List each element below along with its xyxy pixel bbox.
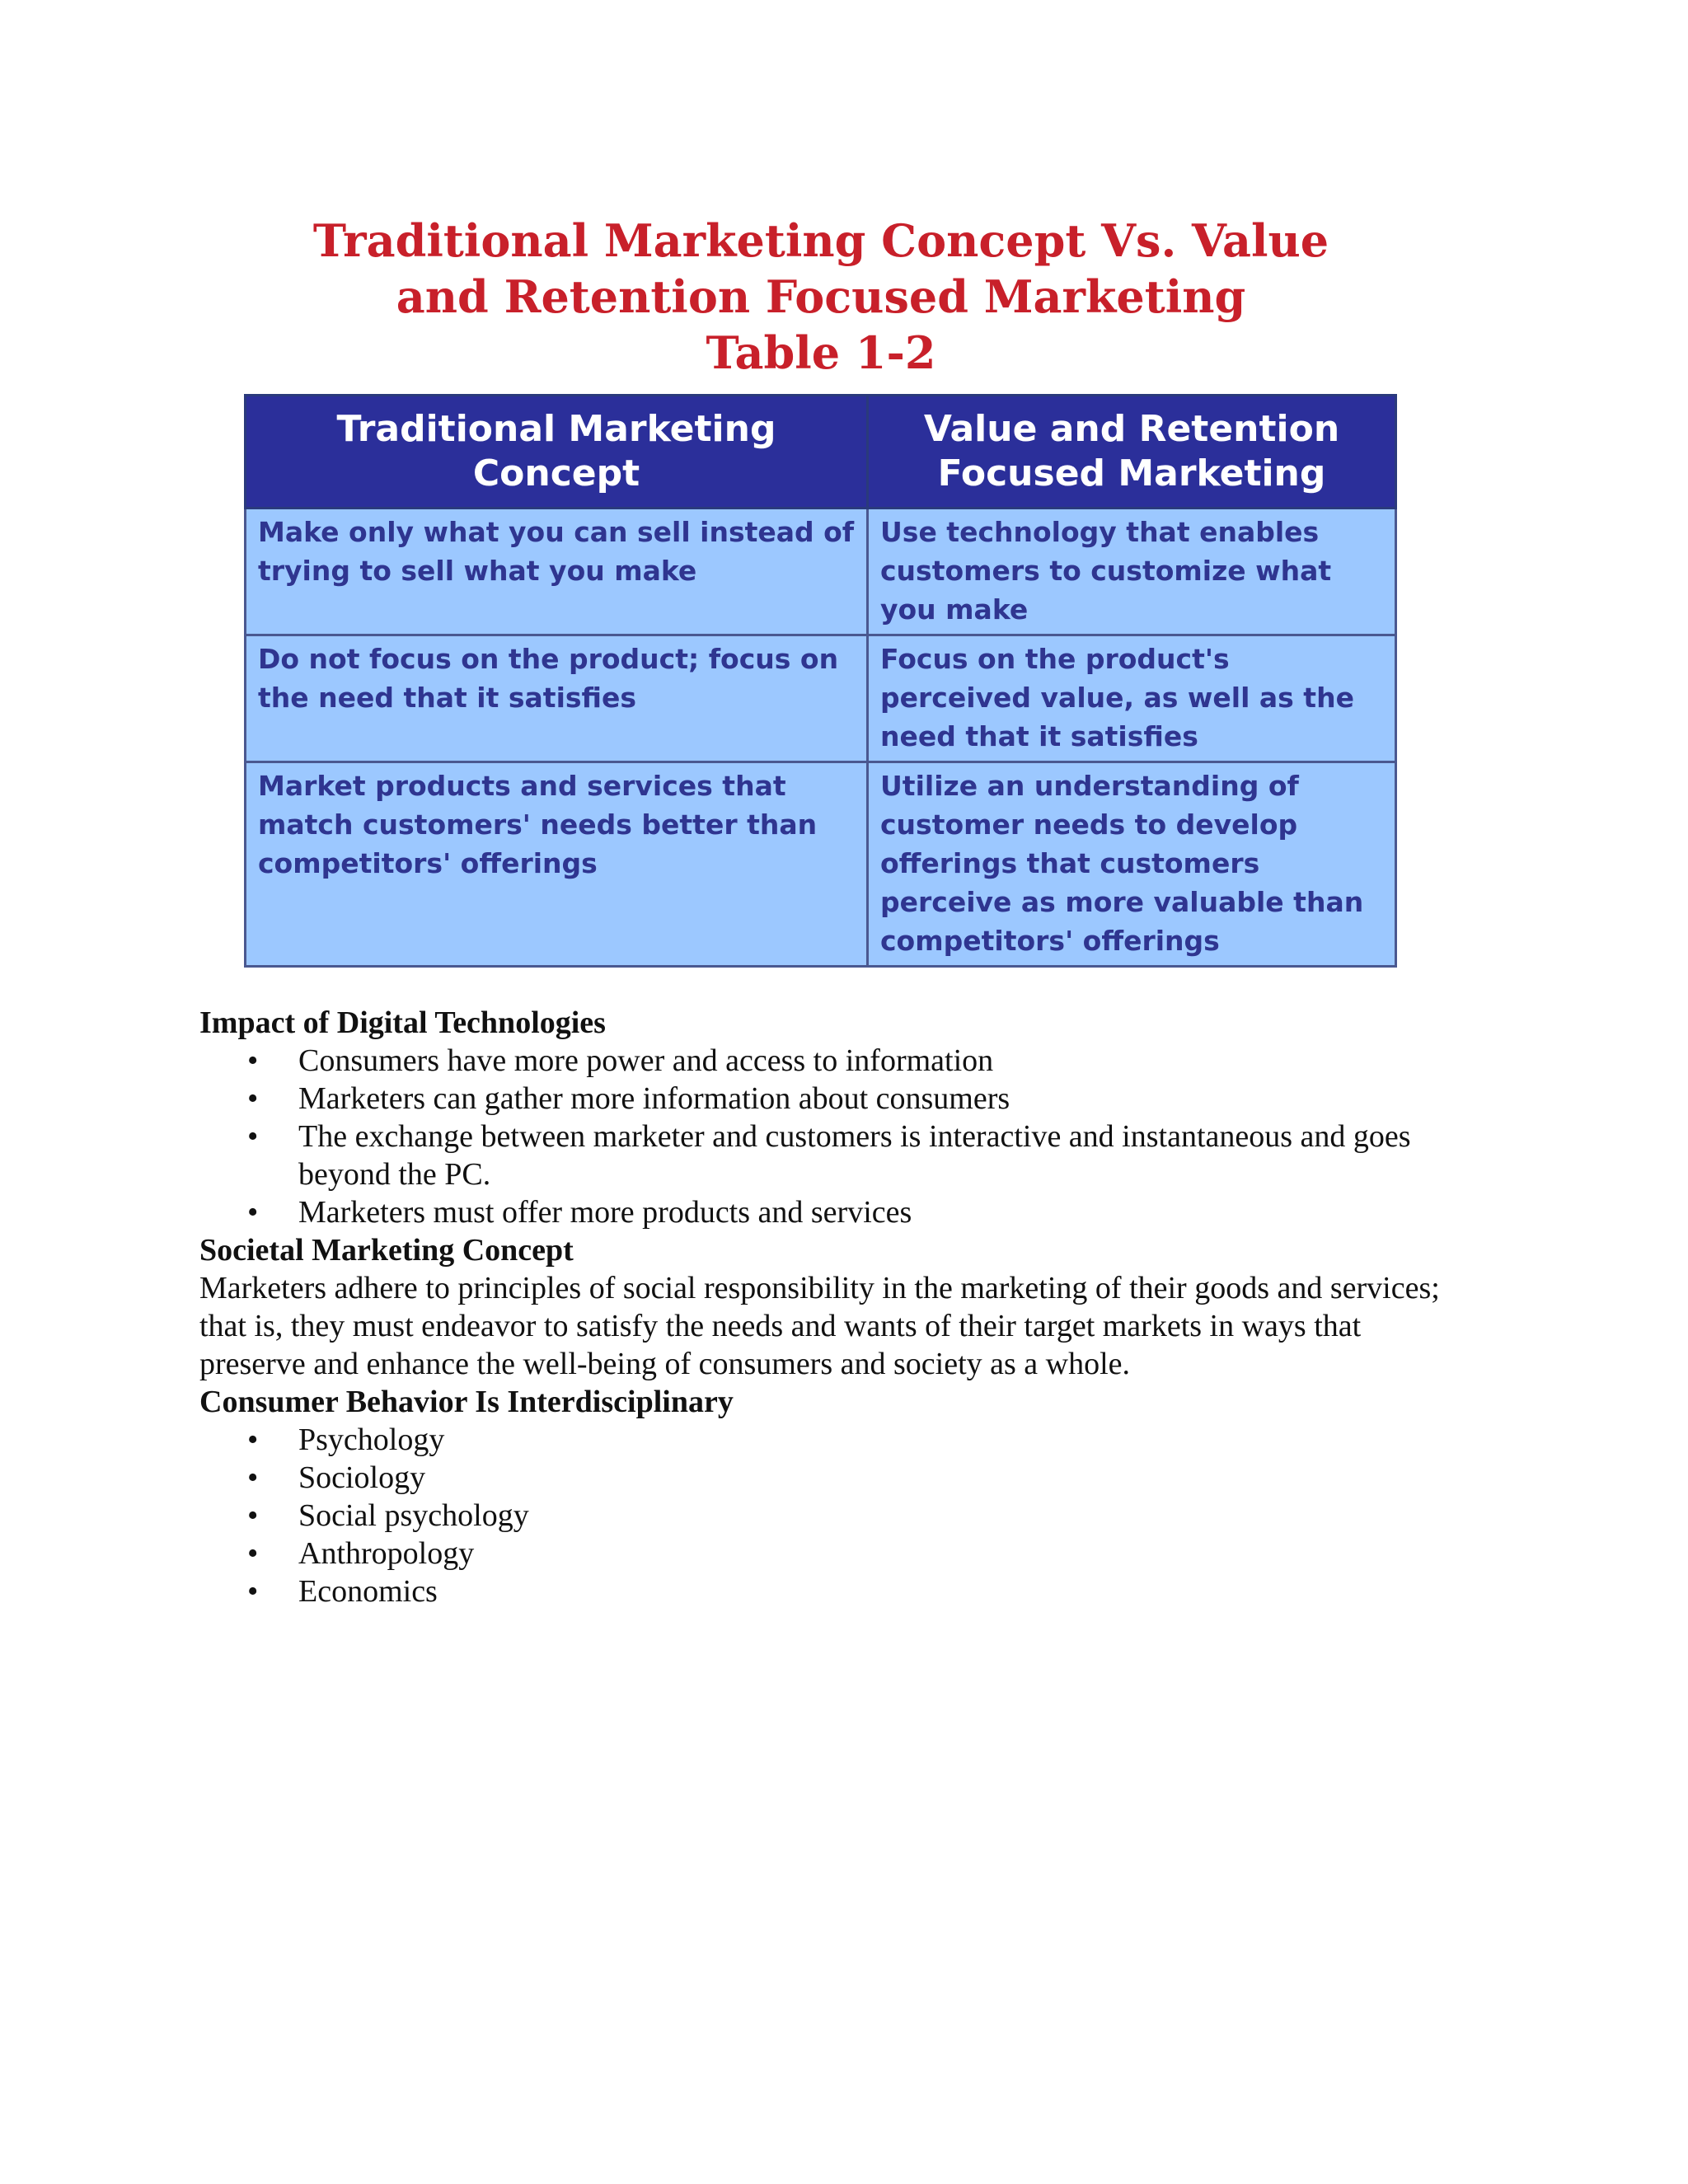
header-value-retention: Value and Retention Focused Marketing	[868, 396, 1396, 509]
list-item-text: The exchange between marketer and customers is interactive and instantaneous and goes beyond the PC.	[298, 1119, 1411, 1192]
list-item-text: Psychology	[298, 1422, 445, 1457]
table-cell: Do not focus on the product; focus on the need that it satisfies	[246, 635, 868, 762]
list-item-text: Marketers must offer more products and services	[298, 1195, 912, 1230]
table-cell: Utilize an understanding of customer needs to develop offerings that customers perceive as more valuable than competitors' offerings	[868, 762, 1396, 967]
bullet-icon: •	[247, 1119, 259, 1154]
heading-societal-marketing: Societal Marketing Concept	[199, 1233, 574, 1268]
heading-interdisciplinary: Consumer Behavior Is Interdisciplinary	[199, 1385, 734, 1419]
list-item-text: Marketers can gather more information about consumers	[298, 1081, 1010, 1116]
list-item	[199, 1572, 1502, 1610]
list-item-text: Anthropology	[298, 1536, 475, 1571]
list-item-text: Sociology	[298, 1460, 426, 1495]
bullet-icon: •	[247, 1498, 259, 1533]
table-cell: Focus on the product's perceived value, as well as the need that it satisfies	[868, 635, 1396, 762]
bullet-icon: •	[247, 1574, 259, 1609]
bullet-icon: •	[247, 1081, 259, 1116]
table-figure	[244, 206, 1398, 964]
figure-title-line: Table 1-2	[706, 326, 936, 379]
table-cell: Market products and services that match customers' needs better than competitors' offerings	[246, 762, 868, 967]
table-row	[246, 509, 1396, 635]
list-item	[199, 1421, 1502, 1459]
list-item	[199, 1042, 1502, 1080]
list-item	[199, 1080, 1502, 1118]
table-cell: Make only what you can sell instead of trying to sell what you make	[246, 509, 868, 635]
list-item	[199, 1497, 1502, 1535]
list-item	[199, 1118, 1502, 1193]
bullet-icon: •	[247, 1043, 259, 1078]
table-row	[246, 635, 1396, 762]
figure-title	[244, 213, 1398, 381]
bullet-icon: •	[247, 1195, 259, 1230]
list-item-text: Social psychology	[298, 1498, 529, 1533]
disciplines-bullet-list	[199, 1421, 1502, 1610]
list-item-text: Economics	[298, 1574, 438, 1609]
figure-title-line: Traditional Marketing Concept Vs. Value	[312, 214, 1329, 267]
heading-digital-technologies: Impact of Digital Technologies	[199, 1005, 606, 1040]
societal-paragraph: Marketers adhere to principles of social responsibility in the marketing of their goods and services; that is, they must endeavor to satisfy the needs and wants of their target markets in ways that preserve and enhance the well-being of consumers and society as a whole.	[199, 1271, 1440, 1381]
list-item	[199, 1535, 1502, 1572]
comparison-table	[244, 394, 1397, 968]
list-item-text: Consumers have more power and access to information	[298, 1043, 994, 1078]
digital-bullet-list	[199, 1042, 1502, 1231]
list-item	[199, 1459, 1502, 1497]
list-item	[199, 1193, 1502, 1231]
figure-title-line: and Retention Focused Marketing	[396, 270, 1246, 323]
header-traditional: Traditional Marketing Concept	[246, 396, 868, 509]
table-row	[246, 762, 1396, 967]
bullet-icon: •	[247, 1536, 259, 1571]
table-header-row	[246, 396, 1396, 509]
document-body	[199, 1004, 1502, 1610]
bullet-icon: •	[247, 1460, 259, 1495]
bullet-icon: •	[247, 1422, 259, 1457]
table-cell: Use technology that enables customers to customize what you make	[868, 509, 1396, 635]
